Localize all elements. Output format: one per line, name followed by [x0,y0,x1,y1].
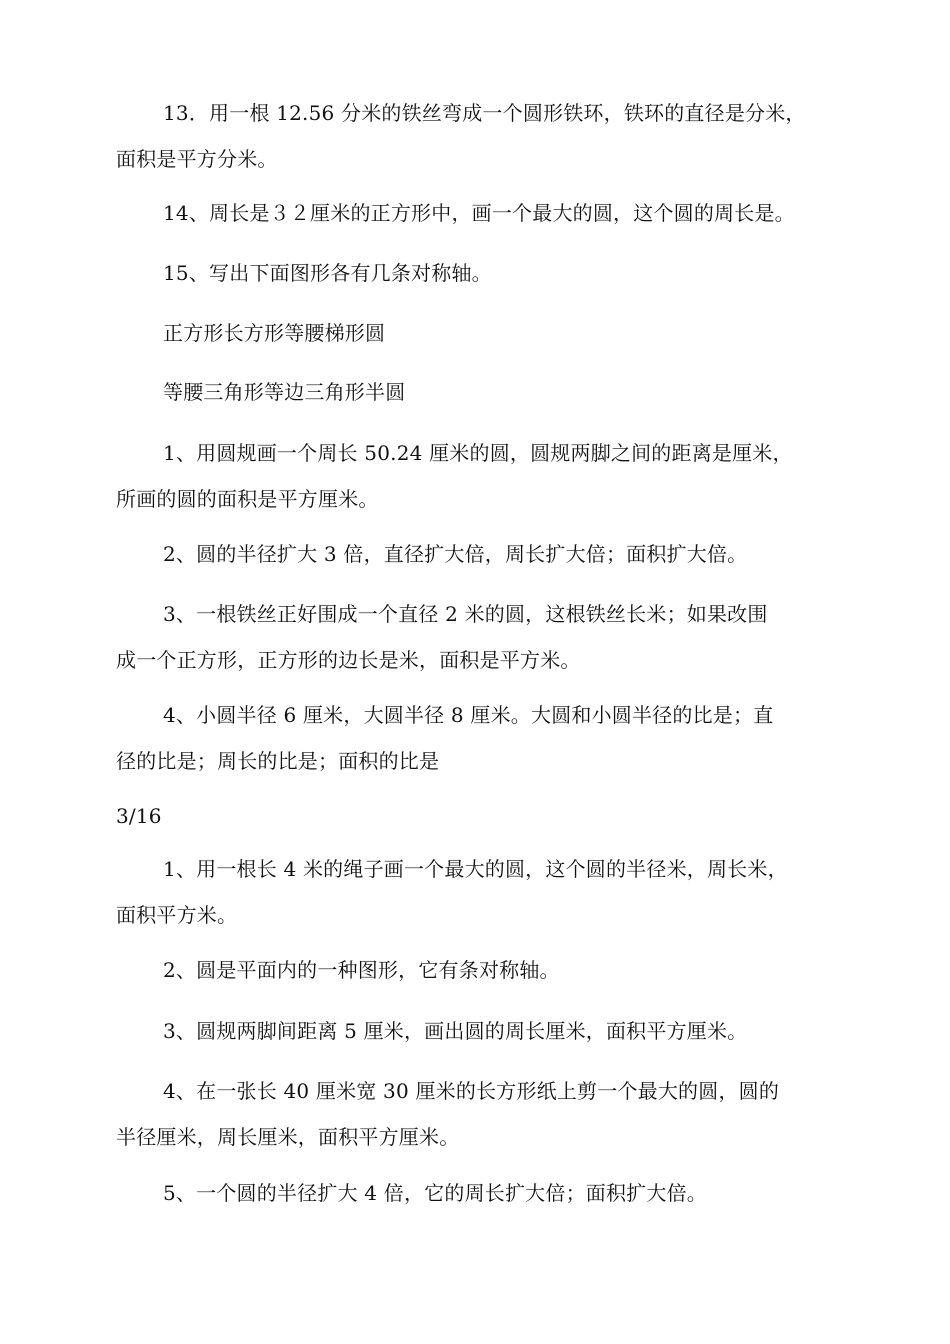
question-a4-line-1: 4、小圆半径 6 厘米，大圆半径 8 厘米。大圆和小圆半径的比是；直 [163,703,774,727]
question-15-line-1: 15、写出下面图形各有几条对称轴。 [163,261,492,285]
question-a2-line-1: 2、圆的半径扩大 3 倍，直径扩大倍，周长扩大倍；面积扩大倍。 [163,542,748,566]
question-a3-line-2: 成一个正方形，正方形的边长是米，面积是平方米。 [116,648,581,672]
question-13-line-2: 面积是平方分米。 [116,147,278,171]
question-a4-line-2: 径的比是；周长的比是；面积的比是 [116,749,440,773]
question-14-line-1: 14、周长是３２厘米的正方形中，画一个最大的圆，这个圆的周长是。 [163,201,795,225]
question-b2-line-1: 2、圆是平面内的一种图形，它有条对称轴。 [163,958,560,982]
shapes-row-1-text: 正方形长方形等腰梯形圆 [163,321,386,345]
question-b4-line-2: 半径厘米，周长厘米，面积平方厘米。 [116,1125,460,1149]
question-a1-line-1: 1、用圆规画一个周长 50.24 厘米的圆，圆规两脚之间的距离是厘米， [163,441,793,465]
question-a1-line-2: 所画的圆的面积是平方厘米。 [116,487,379,511]
shapes-row-2-text: 等腰三角形等边三角形半圆 [163,380,406,404]
question-a3-line-1: 3、一根铁丝正好围成一个直径 2 米的圆，这根铁丝长米；如果改围 [163,602,768,626]
question-b5-line-1: 5、一个圆的半径扩大 4 倍，它的周长扩大倍；面积扩大倍。 [163,1181,707,1205]
question-13-line-1: 13．用一根 12.56 分米的铁丝弯成一个圆形铁环，铁环的直径是分米， [163,101,806,125]
page-number-text: 3/16 [116,804,162,828]
question-b1-line-2: 面积平方米。 [116,903,238,927]
question-b3-line-1: 3、圆规两脚间距离 5 厘米，画出圆的周长厘米，面积平方厘米。 [163,1019,748,1043]
question-b1-line-1: 1、用一根长 4 米的绳子画一个最大的圆，这个圆的半径米，周长米， [163,857,788,881]
question-b4-line-1: 4、在一张长 40 厘米宽 30 厘米的长方形纸上剪一个最大的圆，圆的 [163,1079,780,1103]
